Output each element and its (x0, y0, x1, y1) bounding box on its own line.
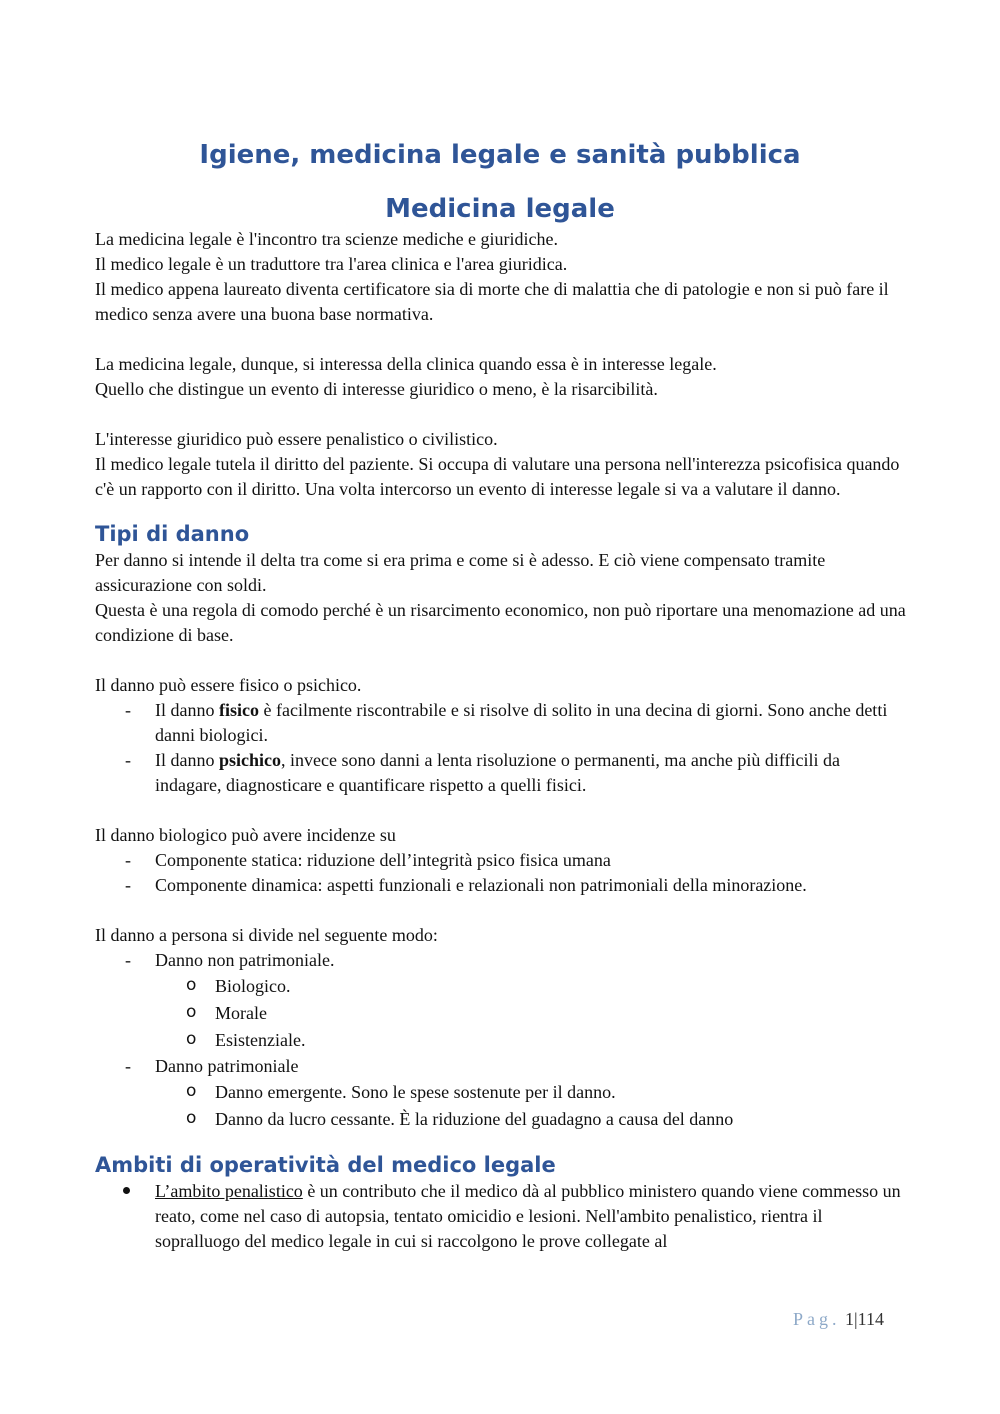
document-body (95, 227, 910, 1254)
sub-list-item: o Danno da lucro cessante. È la riduzione del guadagno a causa del danno (215, 1106, 910, 1133)
sub-list-item: o Danno emergente. Sono le spese sostenute per il danno. (215, 1079, 910, 1106)
sub-list (155, 973, 910, 1054)
sub-list-item: o Morale (215, 1000, 910, 1027)
document-title: Igiene, medicina legale e sanità pubblica (199, 140, 801, 170)
paragraph: Il medico legale tutela il diritto del paziente. Si occupa di valutare una persona nell'interezza psicofisica quando c'è un rapporto con il diritto. Una volta intercorso un evento di interesse legale si va a valutare il danno. (95, 454, 900, 499)
list-item: - Componente dinamica: aspetti funzionali e relazionali non patrimoniali della minorazione. (155, 873, 910, 898)
page-footer (793, 1307, 884, 1331)
sub-list-item: o Biologico. (215, 973, 910, 1000)
list-item: - Componente statica: riduzione dell’integrità psico fisica umana (155, 848, 910, 873)
section-heading-medicina-legale: Medicina legale (385, 194, 615, 224)
person-damage-list (95, 948, 910, 1133)
ambiti-list (95, 1179, 910, 1254)
biological-damage-list (95, 848, 910, 898)
sub-list-item: o Esistenziale. (215, 1027, 910, 1054)
list-item: - Danno non patrimoniale. o Biologico. o Morale o Esistenziale. (155, 948, 910, 1054)
paragraph: La medicina legale, dunque, si interessa della clinica quando essa è in interesse legale. (95, 354, 717, 374)
paragraph: L'interesse giuridico può essere penalistico o civilistico. (95, 429, 498, 449)
list-item: - Il danno psichico, invece sono danni a lenta risoluzione o permanenti, ma anche più difficili da indagare, diagnosticare e quantificare rispetto a quelli fisici. (155, 748, 910, 798)
paragraph: Il danno può essere fisico o psichico. (95, 675, 362, 695)
page-label: Pag. (793, 1309, 841, 1329)
total-pages: 114 (857, 1309, 884, 1329)
page-number: 1 (845, 1309, 855, 1329)
paragraph: La medicina legale è l'incontro tra scienze mediche e giuridiche. (95, 229, 559, 249)
damage-type-list (95, 698, 910, 798)
paragraph: Il danno a persona si divide nel seguente modo: (95, 925, 438, 945)
page-separator: | (854, 1309, 858, 1329)
paragraph: Quello che distingue un evento di interesse giuridico o meno, è la risarcibilità. (95, 379, 658, 399)
paragraph: Il medico appena laureato diventa certificatore sia di morte che di malattia che di patologie e non si può fare il medico senza avere una buona base normativa. (95, 279, 889, 324)
paragraph: Il medico legale è un traduttore tra l'area clinica e l'area giuridica. (95, 254, 568, 274)
list-item: - Danno patrimoniale o Danno emergente. Sono le spese sostenute per il danno. o Danno da lucro cessante. È la riduzione del guadagno a causa del danno (155, 1054, 910, 1133)
section-heading-ambiti: Ambiti di operatività del medico legale (95, 1153, 556, 1177)
paragraph: Questa è una regola di comodo perché è un risarcimento economico, non può riportare una menomazione ad una condizione di base. (95, 600, 906, 645)
section-heading-tipi-di-danno: Tipi di danno (95, 522, 250, 546)
list-item: - Il danno fisico è facilmente riscontrabile e si risolve di solito in una decina di giorni. Sono anche detti danni biologici. (155, 698, 910, 748)
list-item: L’ambito penalistico è un contributo che il medico dà al pubblico ministero quando viene commesso un reato, come nel caso di autopsia, tentato omicidio e lesioni. Nell'ambito penalistico, rientra il sopralluogo del medico legale in cui si raccolgono le prove collegate al (155, 1179, 910, 1254)
paragraph: Per danno si intende il delta tra come si era prima e come si è adesso. E ciò viene compensato tramite assicurazione con soldi. (95, 550, 826, 595)
sub-list (155, 1079, 910, 1133)
paragraph: Il danno biologico può avere incidenze su (95, 825, 396, 845)
